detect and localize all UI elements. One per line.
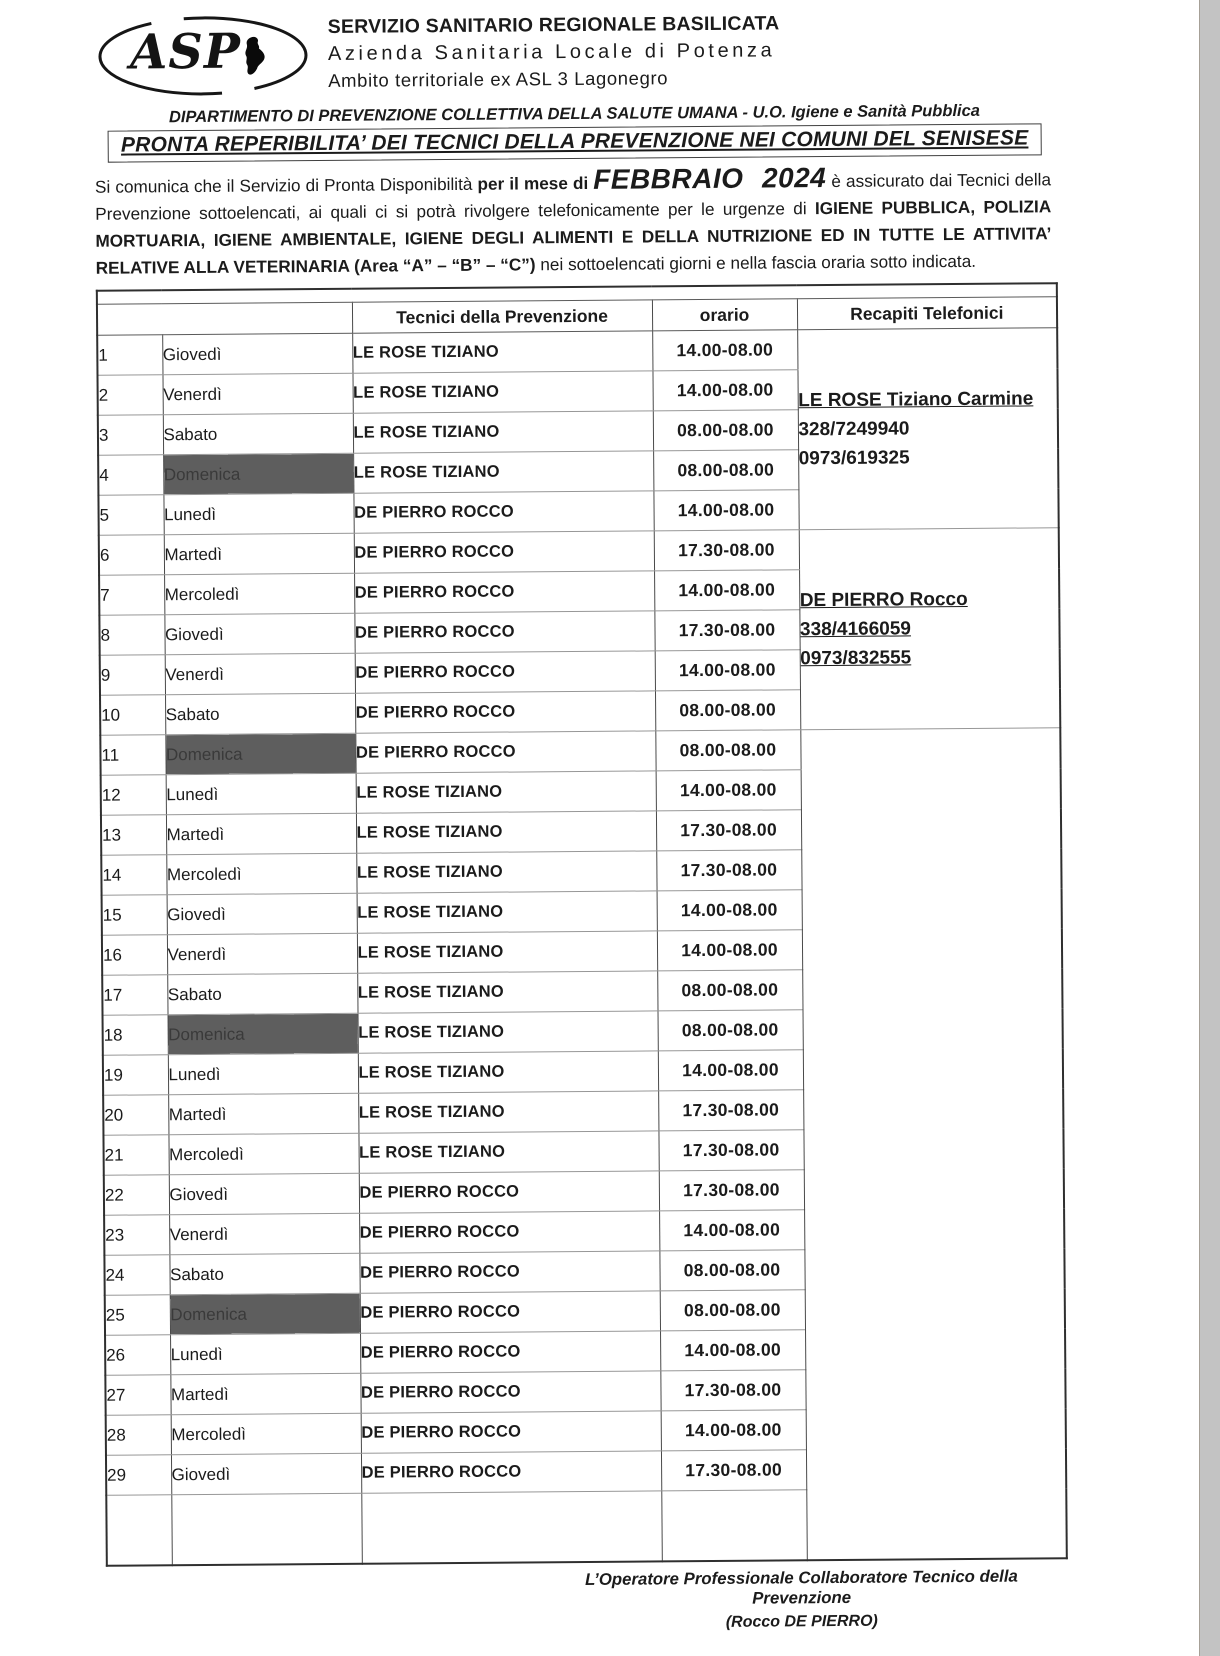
- day-cell: Domenica: [165, 733, 355, 774]
- signature-block: [544, 1566, 1059, 1633]
- brand-header: [94, 5, 1195, 100]
- time-cell: 17.30-08.00: [656, 850, 801, 891]
- technician-cell: DE PIERRO ROCCO: [354, 571, 654, 613]
- day-cell: Venerdì: [162, 373, 352, 414]
- day-cell: Mercoledì: [171, 1413, 361, 1454]
- org-line-2: Azienda Sanitaria Locale di Potenza: [327, 39, 776, 65]
- technician-cell: DE PIERRO ROCCO: [354, 611, 654, 653]
- time-cell: 17.30-08.00: [654, 610, 799, 651]
- organization-block: [328, 8, 780, 92]
- intro-part6: nei sottoelencati giorni e nella fascia oraria sotto indicata.: [535, 250, 977, 275]
- technician-cell: LE ROSE TIZIANO: [357, 891, 657, 933]
- contact-phone-mobile: 328/7249940: [798, 418, 910, 441]
- signature-name: (Rocco DE PIERRO): [725, 1612, 878, 1631]
- row-number: 20: [103, 1095, 168, 1136]
- time-cell: 14.00-08.00: [652, 370, 797, 411]
- row-number: 12: [101, 775, 166, 816]
- row-number: 2: [97, 375, 162, 416]
- time-cell: 14.00-08.00: [659, 1210, 804, 1251]
- time-cell: 08.00-08.00: [658, 1010, 803, 1051]
- day-cell: Martedì: [168, 1093, 358, 1134]
- row-number: 10: [100, 695, 165, 736]
- scan-edge-strip: [1199, 0, 1220, 1656]
- day-cell: Sabato: [167, 973, 357, 1014]
- intro-month: FEBBRAIO 2024: [593, 162, 827, 195]
- technician-cell: DE PIERRO ROCCO: [359, 1251, 659, 1293]
- time-cell: 14.00-08.00: [660, 1330, 805, 1371]
- time-cell: 14.00-08.00: [654, 570, 799, 611]
- intro-paragraph: [95, 162, 1052, 282]
- contact-de-pierro-cell: [799, 528, 1061, 730]
- technician-cell: DE PIERRO ROCCO: [355, 651, 655, 693]
- time-cell: 17.30-08.00: [656, 810, 801, 851]
- header-empty-cell: [97, 302, 352, 335]
- header-recapiti: Recapiti Telefonici: [797, 297, 1057, 330]
- empty-cell: [171, 1493, 362, 1564]
- day-cell: Venerdì: [169, 1213, 359, 1254]
- row-number: 15: [102, 895, 167, 936]
- intro-part5: (Area “A” – “B” – “C”): [349, 254, 536, 276]
- technician-cell: DE PIERRO ROCCO: [359, 1211, 659, 1253]
- contact-phone-landline: 0973/619325: [798, 447, 910, 470]
- technician-cell: LE ROSE TIZIANO: [358, 1051, 658, 1093]
- day-cell: Giovedì: [167, 893, 357, 934]
- row-number: 14: [101, 855, 166, 896]
- row-number: 27: [105, 1375, 170, 1416]
- department-line: DIPARTIMENTO DI PREVENZIONE COLLETTIVA DELLA SALUTE UMANA - U.O. Igiene e Sanità Pubblica: [168, 101, 981, 127]
- row-number: 1: [97, 335, 162, 376]
- technician-cell: DE PIERRO ROCCO: [361, 1451, 661, 1493]
- time-cell: 17.30-08.00: [654, 530, 799, 571]
- technician-cell: DE PIERRO ROCCO: [355, 731, 655, 773]
- footer: [106, 1566, 1066, 1637]
- day-cell: Martedì: [164, 533, 354, 574]
- day-cell: Mercoledì: [166, 853, 356, 894]
- intro-part4: IGIENE PUBBLICA, POLIZIA MORTUARIA, IGIENE AMBIENTALE, IGIENE DEGLI ALIMENTI E DELLA NUTRIZIONE ED IN TUTTE LE ATTIVITA’ RELATIVE ALLA VETERINARIA: [95, 196, 1052, 278]
- technician-cell: LE ROSE TIZIANO: [357, 931, 657, 973]
- row-number: 11: [100, 735, 165, 776]
- row-number: 7: [99, 575, 164, 616]
- technician-cell: DE PIERRO ROCCO: [361, 1411, 661, 1453]
- row-number: 22: [104, 1175, 169, 1216]
- time-cell: 17.30-08.00: [659, 1170, 804, 1211]
- row-number: 16: [102, 935, 167, 976]
- technician-cell: DE PIERRO ROCCO: [360, 1291, 660, 1333]
- intro-part1: Si comunica che il Servizio di Pronta Disponibilità: [94, 173, 478, 197]
- header-tecnici: Tecnici della Prevenzione: [352, 300, 652, 333]
- day-cell: Giovedì: [171, 1453, 361, 1494]
- empty-cell: [106, 1495, 172, 1566]
- technician-cell: LE ROSE TIZIANO: [353, 451, 653, 493]
- day-cell: Lunedì: [168, 1053, 358, 1094]
- day-cell: Martedì: [170, 1373, 360, 1414]
- technician-cell: DE PIERRO ROCCO: [360, 1371, 660, 1413]
- org-line-1: SERVIZIO SANITARIO REGIONALE BASILICATA: [327, 12, 780, 38]
- row-number: 21: [103, 1135, 168, 1176]
- row-number: 5: [98, 495, 163, 536]
- intro-part2: per il mese di: [477, 172, 594, 194]
- org-line-3: Ambito territoriale ex ASL 3 Lagonegro: [328, 67, 669, 91]
- time-cell: 08.00-08.00: [655, 730, 800, 771]
- technician-cell: LE ROSE TIZIANO: [357, 971, 657, 1013]
- time-cell: 14.00-08.00: [661, 1410, 806, 1451]
- time-cell: 08.00-08.00: [653, 450, 798, 491]
- technician-cell: DE PIERRO ROCCO: [359, 1171, 659, 1213]
- day-cell: Venerdì: [167, 933, 357, 974]
- day-cell: Giovedì: [162, 333, 352, 374]
- row-number: 19: [103, 1055, 168, 1096]
- table-row: [99, 528, 1059, 576]
- time-cell: 14.00-08.00: [655, 650, 800, 691]
- row-number: 25: [105, 1295, 170, 1336]
- contact-phone-landline: 0973/832555: [800, 647, 912, 670]
- day-cell: Giovedì: [169, 1173, 359, 1214]
- page-title: PRONTA REPERIBILITA’ DEI TECNICI DELLA PREVENZIONE NEI COMUNI DEL SENISESE: [108, 123, 1042, 162]
- day-cell: Domenica: [163, 453, 353, 494]
- row-number: 6: [99, 535, 164, 576]
- title-wrap: [95, 123, 1055, 163]
- technician-cell: DE PIERRO ROCCO: [360, 1331, 660, 1373]
- time-cell: 14.00-08.00: [657, 930, 802, 971]
- technician-cell: LE ROSE TIZIANO: [358, 1091, 658, 1133]
- day-cell: Domenica: [170, 1293, 360, 1334]
- row-number: 18: [103, 1015, 168, 1056]
- table-row: [97, 328, 1057, 376]
- day-cell: Martedì: [166, 813, 356, 854]
- time-cell: 17.30-08.00: [661, 1450, 806, 1491]
- day-cell: Sabato: [163, 413, 353, 454]
- day-cell: Venerdì: [165, 653, 355, 694]
- contact-phone-mobile: 338/4166059: [799, 618, 912, 641]
- contacts-empty-cell: [800, 728, 1067, 1560]
- technician-cell: LE ROSE TIZIANO: [358, 1131, 658, 1173]
- day-cell: Giovedì: [164, 613, 354, 654]
- day-cell: Sabato: [165, 693, 355, 734]
- technician-cell: LE ROSE TIZIANO: [358, 1011, 658, 1053]
- row-number: 3: [98, 415, 163, 456]
- row-number: 17: [102, 975, 167, 1016]
- intro-part3: è assicurato dai Tecnici della Prevenzione sottoelencati, ai quali ci si potrà rivolgere telefonicamente per le urgenze di: [95, 169, 1052, 224]
- header-orario: orario: [652, 299, 797, 331]
- time-cell: 08.00-08.00: [657, 970, 802, 1011]
- empty-cell: [661, 1490, 807, 1561]
- day-cell: Mercoledì: [168, 1133, 358, 1174]
- technician-cell: LE ROSE TIZIANO: [352, 331, 652, 373]
- day-cell: Domenica: [168, 1013, 358, 1054]
- signature-role: L’Operatore Professionale Collaboratore Tecnico della Prevenzione: [585, 1566, 1018, 1608]
- day-cell: Sabato: [169, 1253, 359, 1294]
- row-number: 29: [106, 1455, 171, 1496]
- time-cell: 14.00-08.00: [653, 490, 798, 531]
- day-cell: Lunedì: [170, 1333, 360, 1374]
- time-cell: 14.00-08.00: [652, 330, 797, 371]
- row-number: 9: [100, 655, 165, 696]
- day-cell: Mercoledì: [164, 573, 354, 614]
- row-number: 4: [98, 455, 163, 496]
- technician-cell: DE PIERRO ROCCO: [354, 531, 654, 573]
- technician-cell: LE ROSE TIZIANO: [352, 371, 652, 413]
- table-row: [100, 728, 1060, 776]
- logo-acronym: ASP: [129, 23, 242, 81]
- schedule-table: [96, 282, 1068, 1566]
- asp-logo: [94, 12, 313, 100]
- schedule-table-body: [97, 328, 1067, 1566]
- technician-cell: LE ROSE TIZIANO: [353, 411, 653, 453]
- row-number: 28: [106, 1415, 171, 1456]
- technician-cell: LE ROSE TIZIANO: [356, 851, 656, 893]
- time-cell: 17.30-08.00: [658, 1090, 803, 1131]
- time-cell: 14.00-08.00: [658, 1050, 803, 1091]
- row-number: 8: [99, 615, 164, 656]
- time-cell: 17.30-08.00: [658, 1130, 803, 1171]
- technician-cell: LE ROSE TIZIANO: [356, 771, 656, 813]
- time-cell: 08.00-08.00: [660, 1290, 805, 1331]
- technician-cell: DE PIERRO ROCCO: [355, 691, 655, 733]
- time-cell: 17.30-08.00: [660, 1370, 805, 1411]
- day-cell: Lunedì: [166, 773, 356, 814]
- contact-le-rose-cell: [797, 328, 1059, 530]
- basilicata-silhouette-icon: [242, 36, 268, 76]
- technician-cell: LE ROSE TIZIANO: [356, 811, 656, 853]
- empty-cell: [361, 1491, 662, 1563]
- time-cell: 08.00-08.00: [655, 690, 800, 731]
- row-number: 13: [101, 815, 166, 856]
- contact-name: LE ROSE Tiziano Carmine: [798, 388, 1034, 412]
- row-number: 23: [104, 1215, 169, 1256]
- time-cell: 14.00-08.00: [656, 770, 801, 811]
- row-number: 26: [105, 1335, 170, 1376]
- time-cell: 14.00-08.00: [657, 890, 802, 931]
- row-number: 24: [104, 1255, 169, 1296]
- time-cell: 08.00-08.00: [653, 410, 798, 451]
- time-cell: 08.00-08.00: [659, 1250, 804, 1291]
- technician-cell: DE PIERRO ROCCO: [353, 491, 653, 533]
- day-cell: Lunedì: [163, 493, 353, 534]
- contact-name: DE PIERRO Rocco: [799, 588, 968, 612]
